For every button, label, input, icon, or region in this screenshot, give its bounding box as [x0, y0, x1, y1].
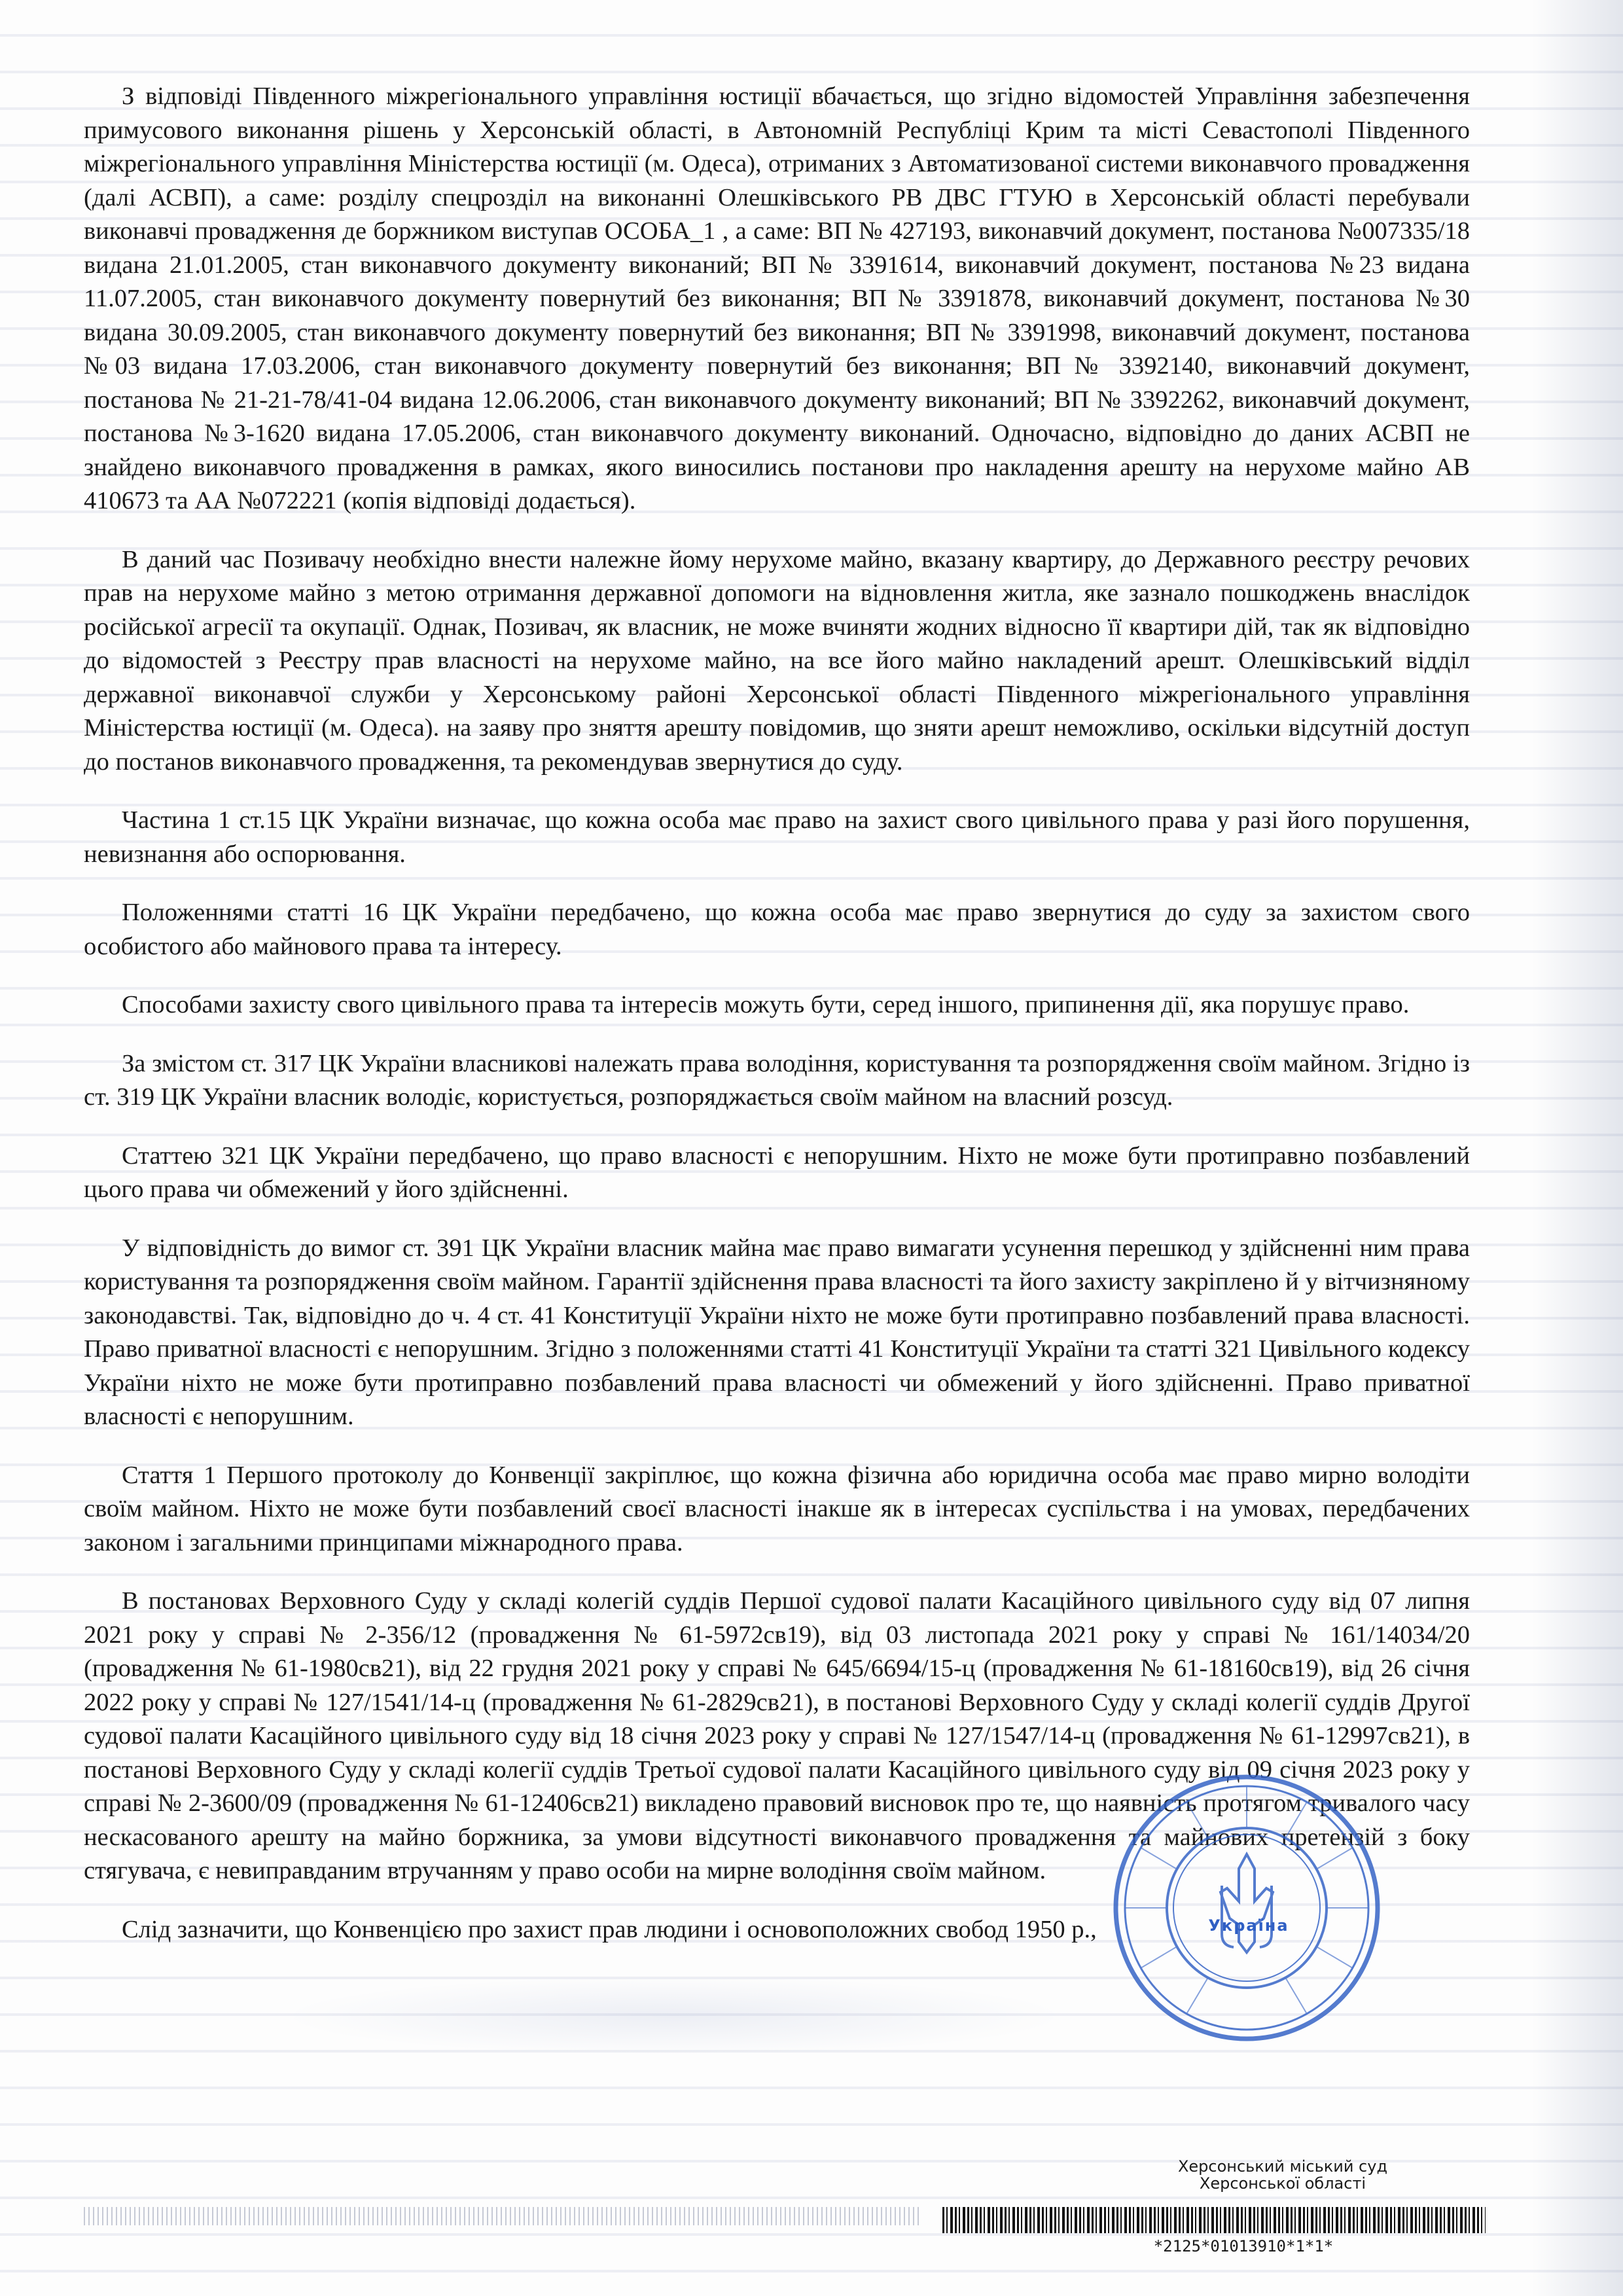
paragraph-article-16: Положеннями статті 16 ЦК України передбачено, що кожна особа має право звернутися до суду за захистом свого особистого або майнового права та інтересу.	[84, 899, 1470, 960]
paragraph-supreme-court: В постановах Верховного Суду у складі колегій суддів Першої судової палати Касаційного цивільного суду від 07 липня 2021 року у справі № 2-356/12 (провадження № 61-5972св19), від 03 листопада 2021 року у справі № 161/14034/20 (провадження № 61-1980св21), від 22 грудня 2021 року у справі № 645/6694/15-ц (провадження № 61-18160св19), від 26 січня 2022 року у справі № 127/1541/14-ц (провадження № 61-2829св21), в постанові Верховного Суду у складі колегії суддів Другої судової палати Касаційного цивільного суду від 18 січня 2023 року у справі № 127/1547/14-ц (провадження № 61-12997св21), в постанові Верховного Суду у складі колегії суддів Третьої судової палати Касаційного цивільного суду від 09 січня 2023 року у справі № 2-3600/09 (провадження № 61-12406св21) викладено правовий висновок про те, що наявність протягом тривалого часу нескасованого арешту на майно боржника, за умови відсутності виконавчого провадження та майнових претензій з боку стягувача, є невиправданим втручанням у право особи на мирне володіння своїм майном.	[84, 1587, 1470, 1884]
paragraph-article-317: За змістом ст. 317 ЦК України власникові належать права володіння, користування та розпорядження своїм майном. Згідно із ст. 319 ЦК України власник володіє, користується, розпоряджається своїм майном на власний розсуд.	[84, 1049, 1470, 1111]
paragraph-article-391: У відповідність до вимог ст. 391 ЦК України власник майна має право вимагати усунення перешкод у здійсненні ним права користування та розпорядження своїм майном. Гарантії здійснення права власності та його захисту закріплено й у вітчизняному законодавстві. Так, відповідно до ч. 4 ст. 41 Конституції України ніхто не може бути протиправно позбавлений права власності. Право приватної власності є непорушним. Згідно з положеннями статті 41 Конституції України та статті 321 Цивільного кодексу України ніхто не може бути протиправно позбавлений права власності чи обмежений у його здійсненні. Право приватної власності є непорушним.	[84, 1234, 1470, 1430]
court-stamp-block	[1073, 2158, 1492, 2192]
barcode	[942, 2207, 1486, 2233]
paragraph-article-321: Статтею 321 ЦК України передбачено, що право власності є непорушним. Ніхто не може бути протиправно позбавлений цього права чи обмежений у його здійсненні.	[84, 1141, 1470, 1203]
document-body	[84, 80, 1470, 1946]
scan-noise-strip	[84, 2207, 921, 2225]
paragraph-registry-need: В даний час Позивачу необхідно внести належне йому нерухоме майно, вказану квартиру, до Державного реєстру речових прав на нерухоме майно з метою отримання державної допомоги на відновлення житла, яке зазнало пошкоджень внаслідок російської агресії та окупації. Однак, Позивач, як власник, не може вчиняти жодних відносно її квартири дій, так як відповідно до відомостей з Реєстру прав власності на нерухоме майно, на все його майно накладений арешт. Олешківський відділ державної виконавчої служби у Херсонському районі Херсонської області Південного міжрегіонального управління Міністерства юстиції (м. Одеса). на заяву про зняття арешту повідомив, що зняти арешт неможливо, оскільки відсутній доступ до постанов виконавчого провадження, та рекомендував звернутися до суду.	[84, 545, 1470, 776]
paragraph-article-15: Частина 1 ст.15 ЦК України визначає, що кожна особа має право на захист свого цивільного права у разі його порушення, невизнання або оспорювання.	[84, 806, 1470, 868]
barcode-number: *2125*01013910*1*1*	[1153, 2237, 1334, 2255]
round-seal-stamp	[1109, 1770, 1384, 2045]
paragraph-protection-methods: Способами захисту свого цивільного права та інтересів можуть бути, серед іншого, припинення дії, яка порушує право.	[122, 991, 1410, 1018]
page-edge-shadow	[1531, 0, 1623, 2296]
ink-smudge	[281, 1977, 1067, 2055]
paragraph-protocol-1: Стаття 1 Першого протоколу до Конвенції закріплює, що кожна фізична або юридична особа має право мирно володіти своїм майном. Ніхто не може бути позбавлений своєї власності інакше як в інтересах суспільства і на умовах, передбачених законом і загальними принципами міжнародного права.	[84, 1461, 1470, 1556]
court-region-line: Херсонської області	[1199, 2174, 1366, 2193]
paragraph-convention: Слід зазначити, що Конвенцією про захист прав людини і основоположних свобод 1950 р.,	[122, 1915, 1097, 1943]
court-name-line: Херсонський міський суд	[1177, 2157, 1388, 2176]
paragraph-asvp-response: З відповіді Південного міжрегіонального управління юстиції вбачається, що згідно відомостей Управління забезпечення примусового виконання рішень у Херсонській області, в Автономній Республіці Крим та місті Севастополі Південного міжрегіонального управління Міністерства юстиції (м. Одеса), отриманих з Автоматизованої системи виконавчого провадження (далі АСВП), а саме: розділу спецрозділ на виконанні Олешківського РВ ДВС ГТУЮ в Херсонській області перебували виконавчі провадження де боржником виступав ОСОБА_1 , а саме: ВП № 427193, виконавчий документ, постанова №007335/18 видана 21.01.2005, стан виконавчого документу виконаний; ВП № 3391614, виконавчий документ, постанова №23 видана 11.07.2005, стан виконавчого документу повернутий без виконання; ВП № 3391878, виконавчий документ, постанова №30 видана 30.09.2005, стан виконавчого документу повернутий без виконання; ВП № 3391998, виконавчий документ, постанова №03 видана 17.03.2006, стан виконавчого документу повернутий без виконання; ВП № 3392140, виконавчий документ, постанова № 21-21-78/41-04 видана 12.06.2006, стан виконавчого документу виконаний; ВП № 3392262, виконавчий документ, постанова №3-1620 видана 17.05.2006, стан виконавчого документу виконаний. Одночасно, відповідно до даних АСВП не знайдено виконавчого провадження в рамках, якого виносились постанови про накладення арешту на нерухоме майно АВ 410673 та АА №072221 (копія відповіді додається).	[84, 82, 1470, 514]
stamp-text: Україна	[1208, 1916, 1289, 1935]
trident-icon	[1221, 1854, 1273, 1952]
